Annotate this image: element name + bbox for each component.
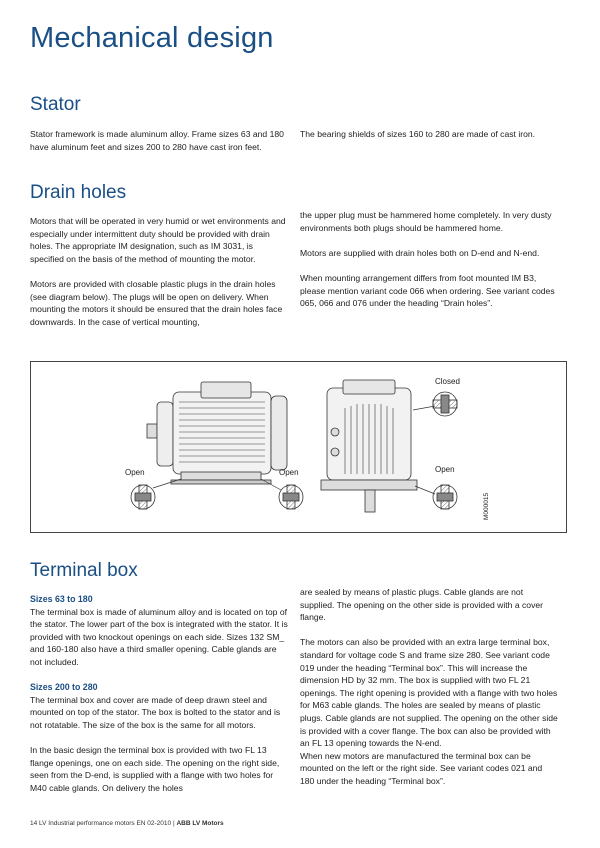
figure-code: M000015 [483, 492, 490, 520]
label-open-right: Open [435, 465, 455, 474]
stator-left-column [30, 128, 288, 166]
label-closed: Closed [435, 377, 460, 386]
footer-brand: ABB LV Motors [176, 820, 224, 827]
drain-left-column [30, 215, 288, 341]
stator-heading: Stator [30, 94, 81, 115]
footer-text: 14 LV Industrial performance motors EN 02-2010 | [30, 820, 177, 827]
drain-right-p3: When mounting arrangement differs from foot mounted IM B3, please mention variant code 066 when ordering. See variant codes 065, 066 and 076 under the heading “Drain holes”. [300, 272, 555, 309]
terminal-right-column [300, 586, 558, 800]
drain-right-column [300, 209, 558, 322]
label-open-left: Open [125, 468, 145, 477]
terminal-subhead-200-280: Sizes 200 to 280 [30, 682, 98, 693]
drain-holes-diagram [30, 361, 567, 533]
plug-detail-closed [433, 392, 457, 416]
terminal-right-p2: The motors can also be provided with an extra large terminal box, standard for voltage code S and frame size 280. See variant code 019 under the heading “Terminal box”. This will increase the dimension HD by 32 mm. The box is supplied with two FL 21 openings. The right opening is provided with a flange with two holes for M63 cable glands. The holes are sealed by means of plastic plugs. Cable glands are not supplied. The opening on the other side is provided with a cover flange. The box can also be provided with an FL 13 opening towards the N-end. [300, 637, 558, 749]
terminal-sub1-text: The terminal box is made of aluminum alloy and is located on top of the stator. The lower part of the box is integrated with the stator. It is provided with two knockout openings on each side. Sizes 132 SM_ and 160-180 also have a third smaller opening. Cable glands are not included. [30, 606, 288, 667]
drain-right-p1: the upper plug must be hammered home completely. In very dusty environments both plugs should be hammered home. [300, 210, 552, 233]
plug-detail-open-left [131, 485, 155, 509]
terminal-box-heading: Terminal box [30, 560, 138, 581]
page-title: Mechanical design [30, 22, 274, 54]
terminal-subhead-63-180: Sizes 63 to 180 [30, 594, 93, 604]
drain-right-p2: Motors are supplied with drain holes both on D-end and N-end. [300, 247, 540, 258]
motor-side-view [147, 382, 287, 484]
plug-detail-open-middle [279, 485, 303, 509]
stator-right-text: The bearing shields of sizes 160 to 280 are made of cast iron. [300, 129, 536, 139]
stator-right-column [300, 128, 558, 153]
terminal-left-p3: In the basic design the terminal box is provided with two FL 13 flange openings, one on each side. The opening on the right side, seen from the D-end, is supplied with a flange with two holes for M40 cable glands. On delivery the holes [30, 745, 280, 793]
drain-holes-drawing [31, 362, 566, 532]
stator-left-text: Stator framework is made aluminum alloy. Frame sizes 63 and 180 have aluminum feet and sizes 200 to 280 have cast iron feet. [30, 129, 284, 152]
terminal-right-p1: are sealed by means of plastic plugs. Cable glands are not supplied. The opening on the other side is provided with a cover flange. [300, 587, 544, 623]
plug-detail-open-right [433, 485, 457, 509]
drain-holes-heading: Drain holes [30, 182, 127, 203]
terminal-left-column [30, 593, 288, 807]
motor-end-view [321, 380, 417, 512]
page-footer [30, 820, 224, 827]
terminal-sub2-text: The terminal box and cover are made of deep drawn steel and mounted on top of the stator. The box is bolted to the stator and is not rotatable. The size of the box is the same for all motors. [30, 694, 281, 730]
label-open-middle: Open [279, 468, 299, 477]
drain-left-p1: Motors that will be operated in very humid or wet environments and especially under intermittent duty should be provided with drain holes. The appropriate IM designation, such as IM 3031, is specified on the basis of the method of mounting the motor. [30, 216, 286, 264]
drain-left-p2: Motors are provided with closable plastic plugs in the drain holes (see diagram below). The plugs will be open on delivery. When mounting the motors it should be ensured that the drain holes face downwards. In the case of vertical mounting, [30, 278, 283, 327]
terminal-right-p3: When new motors are manufactured the terminal box can be mounted on the left or the right side. See variant codes 021 and 180 under the heading “Terminal box”. [300, 750, 543, 786]
